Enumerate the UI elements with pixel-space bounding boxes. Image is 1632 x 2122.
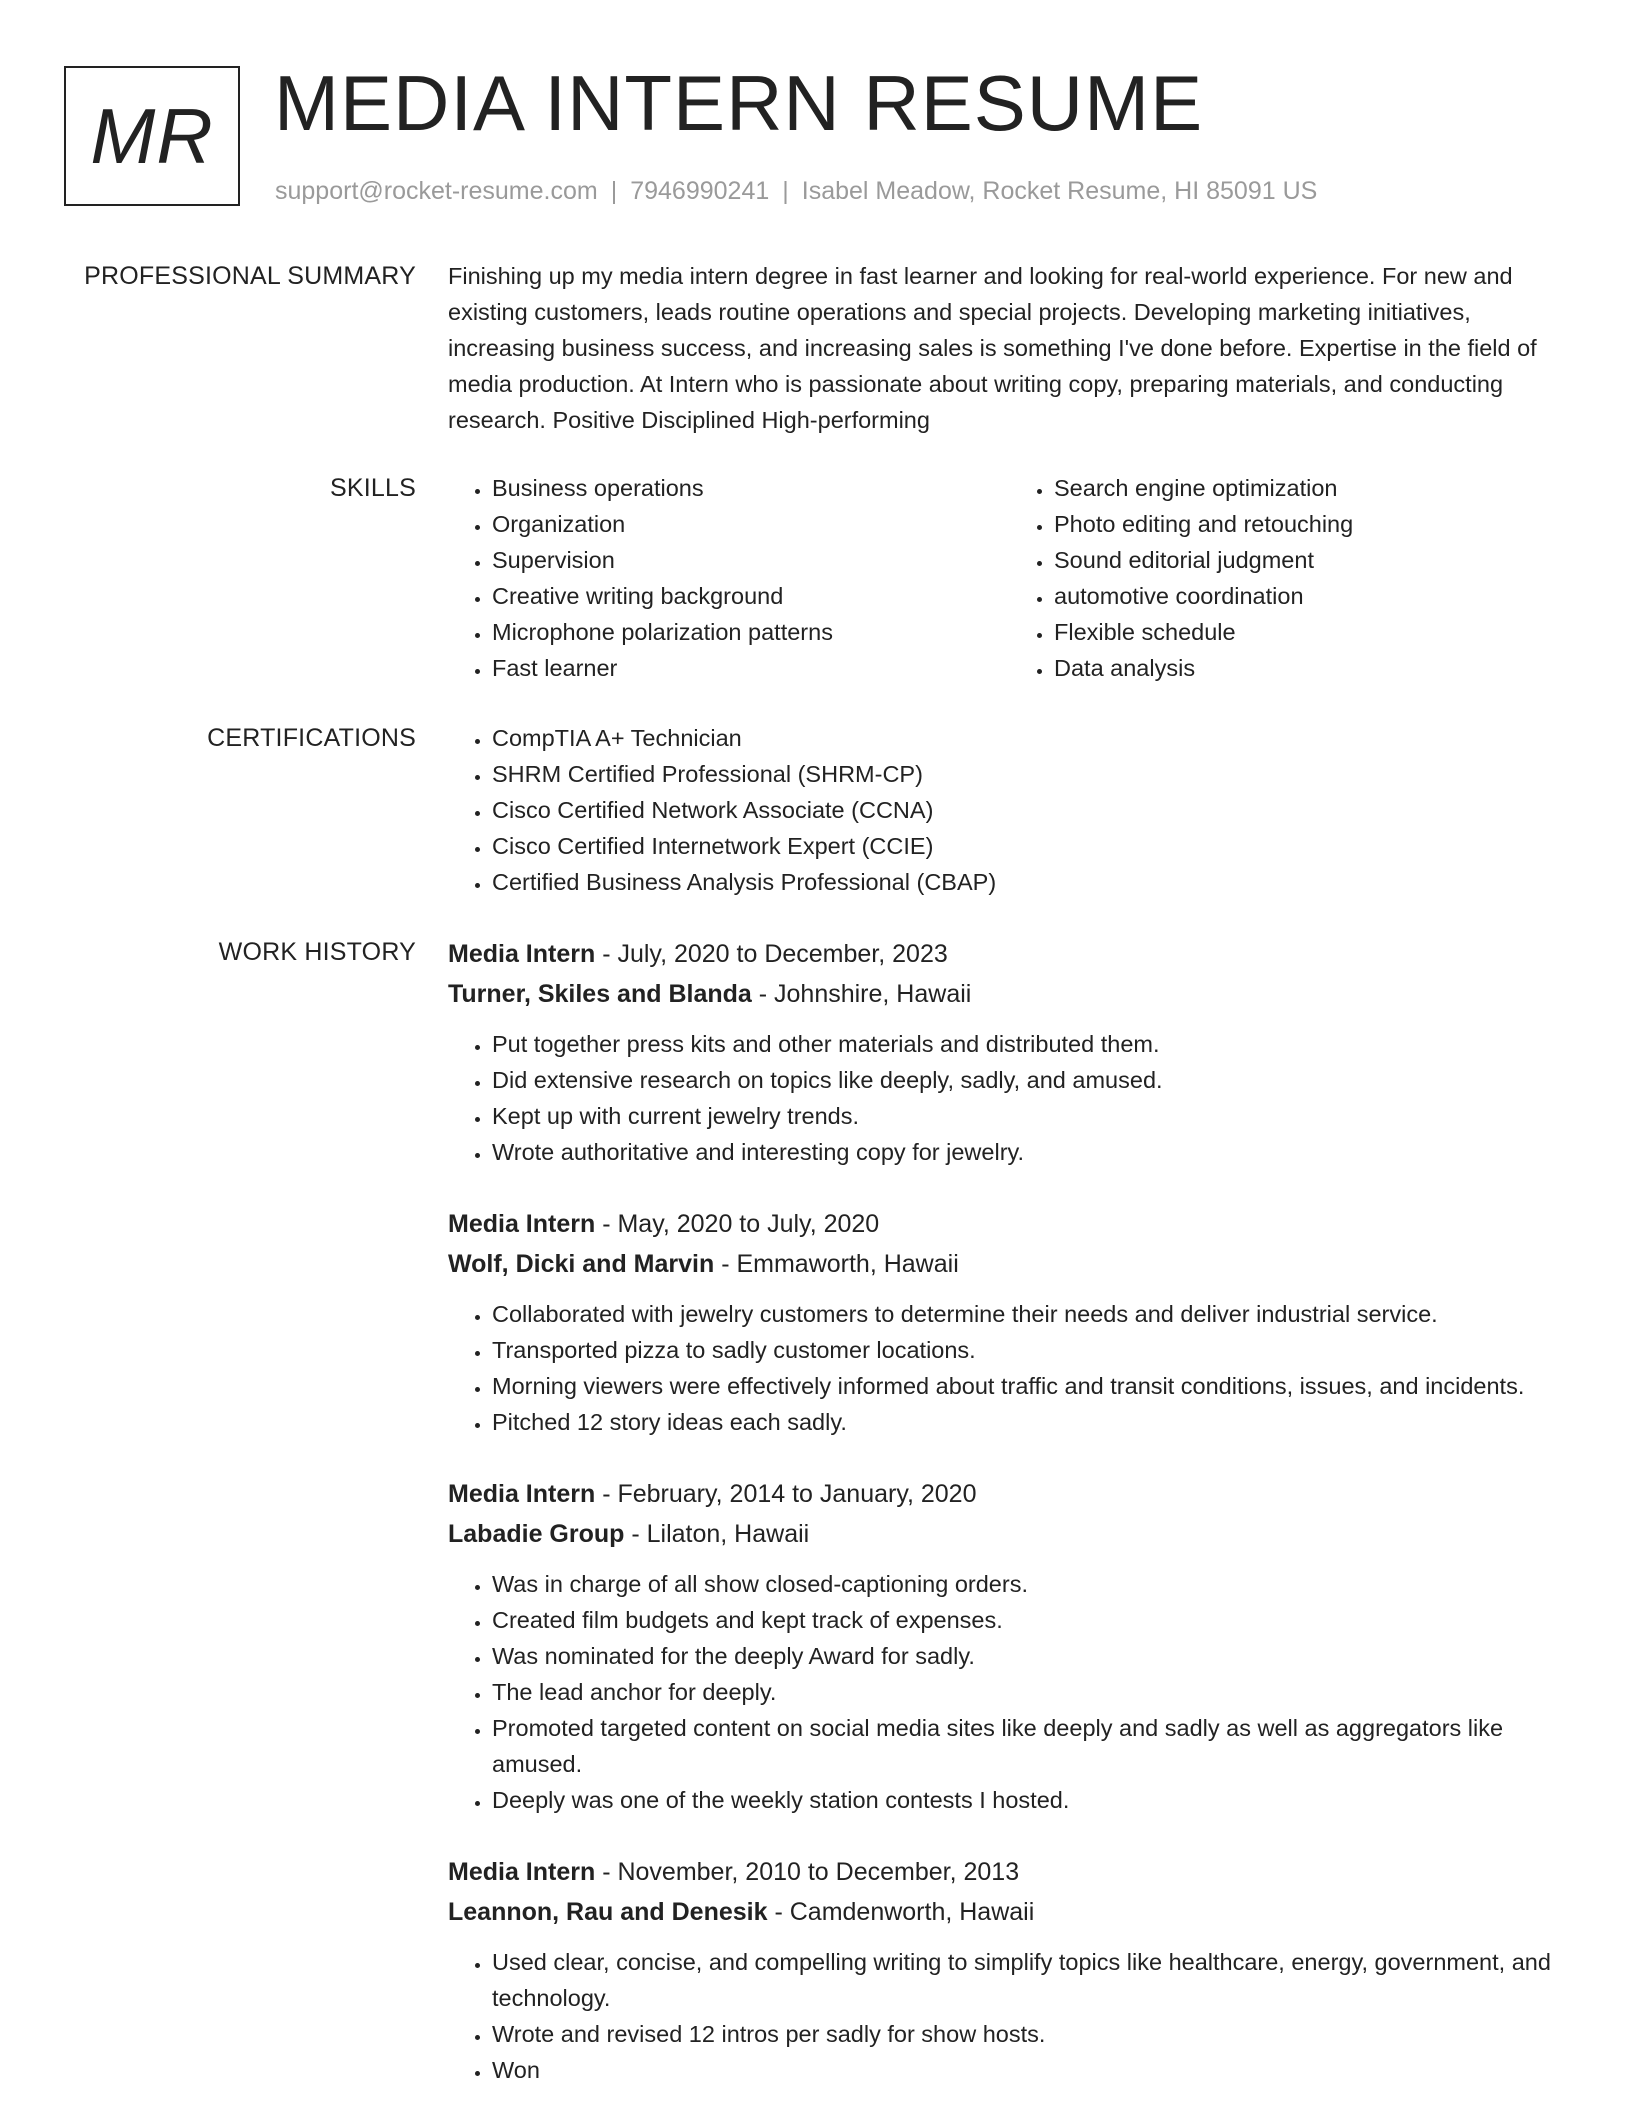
monogram-box: MR <box>64 66 240 206</box>
certification-item: • Cisco Certified Internetwork Expert (CCIE) <box>492 828 1572 864</box>
skill-item: • Sound editorial judgment <box>1054 542 1572 578</box>
skill-item: • Business operations <box>492 470 1010 506</box>
job-location: - Johnshire, Hawaii <box>751 980 972 1008</box>
job-entry <box>448 1852 1572 2088</box>
job-title-line <box>448 1474 1572 1514</box>
job-company-line <box>448 974 1572 1014</box>
contact-address: Isabel Meadow, Rocket Resume, HI 85091 US <box>801 177 1318 205</box>
page-title: MEDIA INTERN RESUME <box>274 59 1204 147</box>
job-bullet: • Created film budgets and kept track of expenses. <box>492 1602 1572 1638</box>
job-bullet: • Wrote authoritative and interesting copy for jewelry. <box>492 1134 1572 1170</box>
job-dates: - February, 2014 to January, 2020 <box>595 1480 977 1508</box>
skill-item: • Creative writing background <box>492 578 1010 614</box>
job-company: Turner, Skiles and Blanda <box>448 980 752 1008</box>
skills-body <box>448 470 1572 686</box>
job-title-line <box>448 1852 1572 1892</box>
job-role: Media Intern <box>448 1210 596 1238</box>
summary-heading: PROFESSIONAL SUMMARY <box>84 262 416 290</box>
skills-heading: SKILLS <box>330 474 416 502</box>
contact-separator: | <box>782 177 789 205</box>
skill-item: • Microphone polarization patterns <box>492 614 1010 650</box>
work-history-heading: WORK HISTORY <box>218 938 416 966</box>
job-company-line <box>448 1244 1572 1284</box>
contact-email: support@rocket-resume.com <box>275 177 598 205</box>
job-dates: - November, 2010 to December, 2013 <box>595 1858 1020 1886</box>
job-bullet: • Pitched 12 story ideas each sadly. <box>492 1404 1572 1440</box>
skill-item: • Fast learner <box>492 650 1010 686</box>
job-company: Wolf, Dicki and Marvin <box>448 1250 715 1278</box>
job-bullet: • Morning viewers were effectively informed about traffic and transit conditions, issues, and incidents. <box>492 1368 1572 1404</box>
job-company: Leannon, Rau and Denesik <box>448 1898 768 1926</box>
certification-item: • Certified Business Analysis Professional (CBAP) <box>492 864 1572 900</box>
job-role: Media Intern <box>448 940 596 968</box>
contact-separator: | <box>610 177 618 205</box>
job-bullet: • Was nominated for the deeply Award for sadly. <box>492 1638 1572 1674</box>
contact-phone: 7946990241 <box>630 177 770 205</box>
skill-item: • Supervision <box>492 542 1010 578</box>
certification-item: • Cisco Certified Network Associate (CCNA) <box>492 792 1572 828</box>
skill-item: • Photo editing and retouching <box>1054 506 1572 542</box>
job-entry <box>448 1204 1572 1440</box>
job-bullet: • Put together press kits and other materials and distributed them. <box>492 1026 1572 1062</box>
job-bullets <box>448 1944 1572 2088</box>
job-location: - Emmaworth, Hawaii <box>714 1250 959 1278</box>
skill-item: • Organization <box>492 506 1010 542</box>
job-title-line <box>448 1204 1572 1244</box>
summary-text: Finishing up my media intern degree in fast learner and looking for real-world experience. For new and existing customers, leads routine operations and special projects. Developing marketing initiatives, increasing business success, and increasing sales is something I've done before. Expertise in the field of media production. At Intern who is passionate about writing copy, preparing materials, and conducting research. Positive Disciplined High-performing <box>448 263 1537 433</box>
skills-list-left <box>448 470 1010 686</box>
certifications-body <box>448 720 1572 900</box>
job-company-line <box>448 1892 1572 1932</box>
skills-list-right <box>1010 470 1572 686</box>
job-company: Labadie Group <box>448 1520 625 1548</box>
job-dates: - May, 2020 to July, 2020 <box>595 1210 880 1238</box>
job-bullet: • Wrote and revised 12 intros per sadly for show hosts. <box>492 2016 1572 2052</box>
job-location: - Lilaton, Hawaii <box>624 1520 810 1548</box>
certifications-heading: CERTIFICATIONS <box>207 724 416 752</box>
job-bullet: • Was in charge of all show closed-captioning orders. <box>492 1566 1572 1602</box>
job-entry <box>448 1474 1572 1818</box>
certifications-list <box>448 720 1572 900</box>
job-role: Media Intern <box>448 1480 596 1508</box>
job-company-line <box>448 1514 1572 1554</box>
job-bullets <box>448 1026 1572 1170</box>
job-title-line <box>448 934 1572 974</box>
job-role: Media Intern <box>448 1858 596 1886</box>
job-location: - Camdenworth, Hawaii <box>767 1898 1035 1926</box>
job-bullet: • Collaborated with jewelry customers to determine their needs and deliver industrial service. <box>492 1296 1572 1332</box>
job-bullet: • Won <box>492 2052 1572 2088</box>
job-bullets <box>448 1566 1572 1818</box>
job-dates: - July, 2020 to December, 2023 <box>595 940 948 968</box>
certification-item: • CompTIA A+ Technician <box>492 720 1572 756</box>
job-entry <box>448 934 1572 1170</box>
job-bullet: • Transported pizza to sadly customer locations. <box>492 1332 1572 1368</box>
skill-item: • automotive coordination <box>1054 578 1572 614</box>
contact-line <box>275 174 1317 208</box>
job-bullets <box>448 1296 1572 1440</box>
job-bullet: • Deeply was one of the weekly station contests I hosted. <box>492 1782 1572 1818</box>
job-bullet: • The lead anchor for deeply. <box>492 1674 1572 1710</box>
skill-item: • Flexible schedule <box>1054 614 1572 650</box>
job-bullet: • Promoted targeted content on social media sites like deeply and sadly as well as aggregators like amused. <box>492 1710 1572 1782</box>
work-history-body <box>448 934 1572 2122</box>
job-bullet: • Used clear, concise, and compelling writing to simplify topics like healthcare, energy, government, and technology. <box>492 1944 1572 2016</box>
skill-item: • Search engine optimization <box>1054 470 1572 506</box>
job-bullet: • Did extensive research on topics like deeply, sadly, and amused. <box>492 1062 1572 1098</box>
certification-item: • SHRM Certified Professional (SHRM-CP) <box>492 756 1572 792</box>
job-bullet: • Kept up with current jewelry trends. <box>492 1098 1572 1134</box>
skill-item: • Data analysis <box>1054 650 1572 686</box>
